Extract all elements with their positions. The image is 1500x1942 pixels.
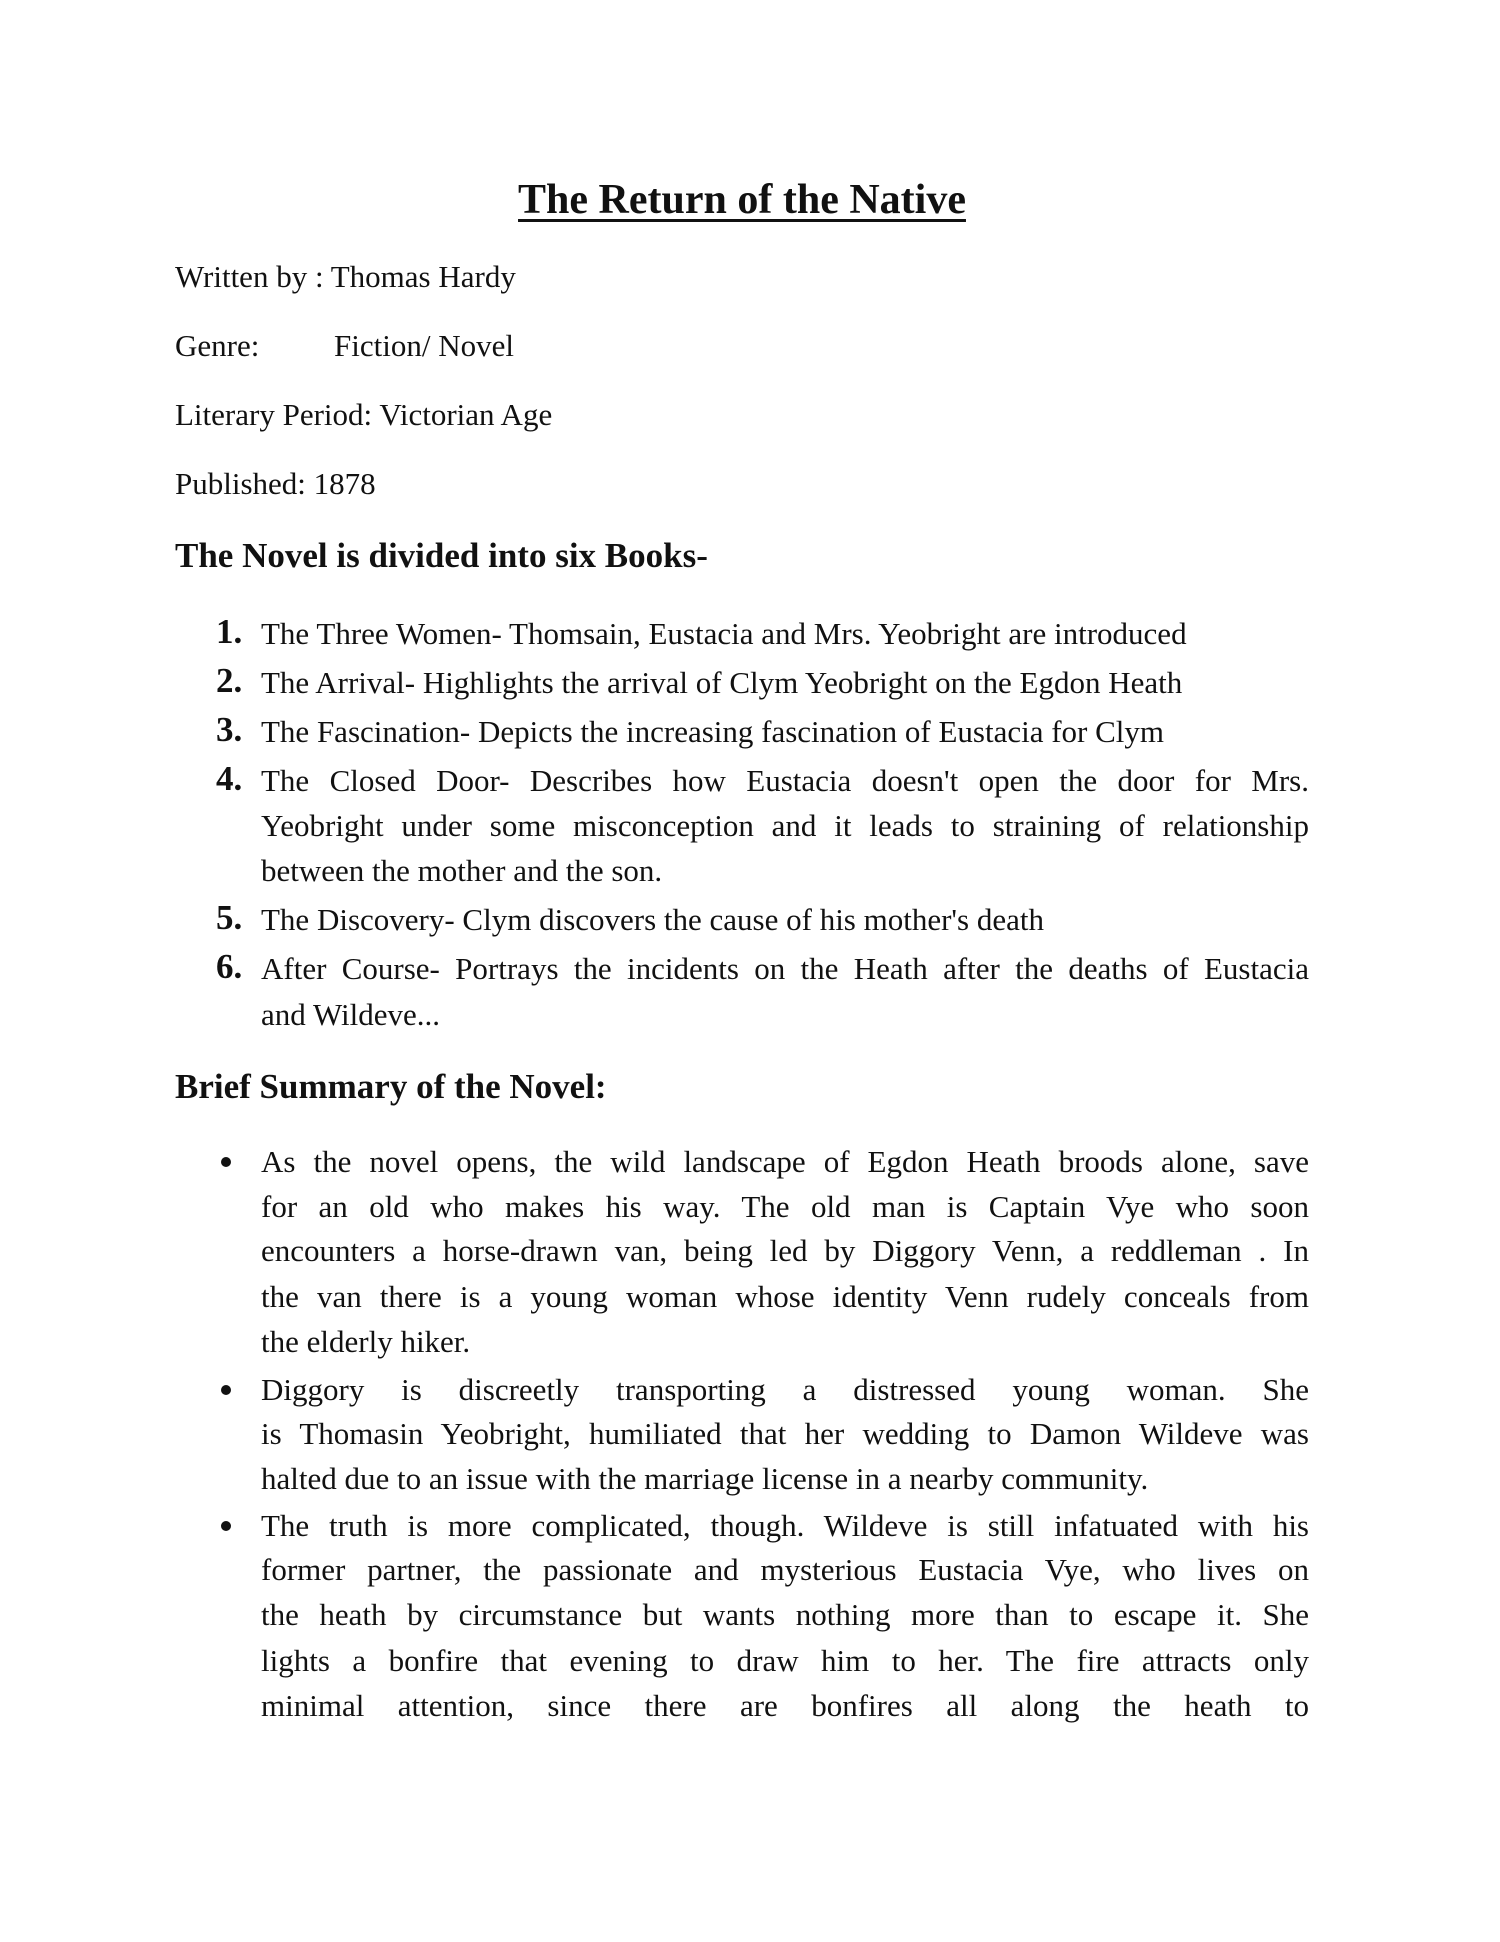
bullet-icon bbox=[221, 1385, 231, 1395]
list-item: After Course- Portrays the incidents on the Heath after the deaths of Eustacia bbox=[261, 951, 1309, 986]
list-number: 2. bbox=[216, 661, 243, 700]
list-item-cont: between the mother and the son. bbox=[261, 853, 663, 888]
list-item: The Discovery- Clym discovers the cause of his mother's death bbox=[261, 902, 1044, 937]
list-item-cont: Yeobright under some misconception and it leads to straining of relationship bbox=[261, 808, 1309, 843]
summary-line: encounters a horse-drawn van, being led by Diggory Venn, a reddleman . In bbox=[261, 1233, 1309, 1268]
period-line: Literary Period: Victorian Age bbox=[175, 397, 553, 432]
list-item: The Three Women- Thomsain, Eustacia and Mrs. Yeobright are introduced bbox=[261, 616, 1187, 651]
bullet-icon bbox=[221, 1157, 231, 1167]
author-line: Written by : Thomas Hardy bbox=[175, 259, 516, 294]
summary-line: Diggory is discreetly transporting a distressed young woman. She bbox=[261, 1372, 1309, 1407]
summary-line: for an old who makes his way. The old man is Captain Vye who soon bbox=[261, 1189, 1309, 1224]
summary-line: the van there is a young woman whose identity Venn rudely conceals from bbox=[261, 1279, 1309, 1314]
summary-line: lights a bonfire that evening to draw him to her. The fire attracts only bbox=[261, 1643, 1309, 1678]
summary-line: As the novel opens, the wild landscape of Egdon Heath broods alone, save bbox=[261, 1144, 1309, 1179]
summary-heading: Brief Summary of the Novel: bbox=[175, 1067, 607, 1106]
summary-line: is Thomasin Yeobright, humiliated that her wedding to Damon Wildeve was bbox=[261, 1416, 1309, 1451]
summary-line: halted due to an issue with the marriage license in a nearby community. bbox=[261, 1461, 1149, 1496]
summary-line: The truth is more complicated, though. Wildeve is still infatuated with his bbox=[261, 1508, 1309, 1543]
list-number: 6. bbox=[216, 947, 243, 986]
document-title bbox=[175, 174, 1309, 226]
summary-line: the elderly hiker. bbox=[261, 1324, 471, 1359]
summary-line: former partner, the passionate and mysterious Eustacia Vye, who lives on bbox=[261, 1552, 1309, 1587]
list-item-cont: and Wildeve... bbox=[261, 997, 440, 1032]
list-item: The Closed Door- Describes how Eustacia doesn't open the door for Mrs. bbox=[261, 763, 1309, 798]
list-number: 5. bbox=[216, 898, 243, 937]
document-title-text: The Return of the Native bbox=[518, 177, 966, 223]
books-heading: The Novel is divided into six Books- bbox=[175, 536, 708, 575]
published-line: Published: 1878 bbox=[175, 466, 376, 501]
bullet-icon bbox=[221, 1521, 231, 1531]
list-number: 4. bbox=[216, 759, 243, 798]
summary-line: minimal attention, since there are bonfires all along the heath to bbox=[261, 1688, 1309, 1723]
genre-value: Fiction/ Novel bbox=[334, 328, 514, 363]
list-item: The Arrival- Highlights the arrival of Clym Yeobright on the Egdon Heath bbox=[261, 665, 1183, 700]
genre-label: Genre: bbox=[175, 328, 260, 363]
list-item: The Fascination- Depicts the increasing fascination of Eustacia for Clym bbox=[261, 714, 1165, 749]
list-number: 3. bbox=[216, 710, 243, 749]
list-number: 1. bbox=[216, 612, 243, 651]
summary-line: the heath by circumstance but wants nothing more than to escape it. She bbox=[261, 1597, 1309, 1632]
